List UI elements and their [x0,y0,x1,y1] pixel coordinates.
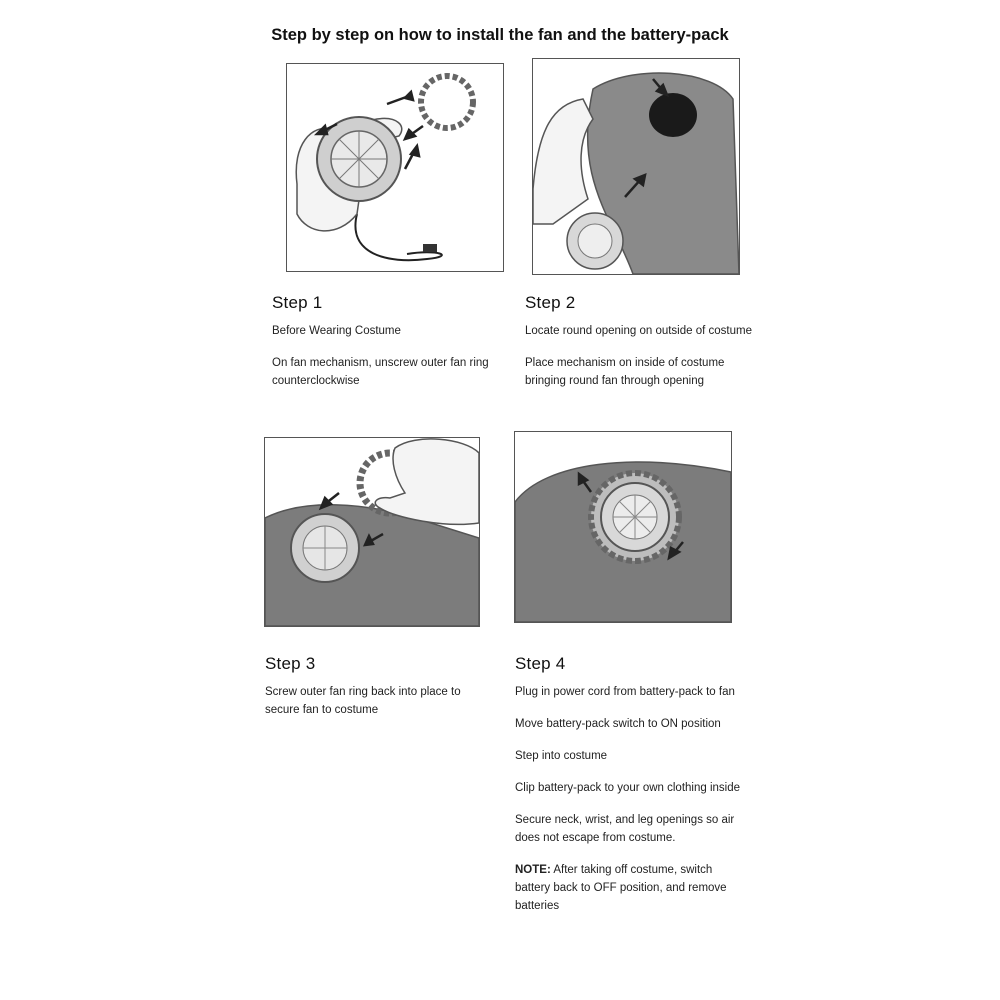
step-2-heading: Step 2 [525,293,576,312]
step-4-line: Step into costume [515,750,608,762]
ring-screw-drawing [265,438,479,626]
fan-installed-drawing [515,432,731,622]
fan-grill [578,224,612,258]
step-4-illustration [514,431,732,623]
step-3-text [265,655,495,733]
fan-unscrew-drawing [287,64,503,271]
step-4-line: Secure neck, wrist, and leg openings so air does not escape from costume. [515,814,735,844]
hand-icon [533,99,593,224]
step-4-line: Move battery-pack switch to ON position [515,718,721,730]
step-3-line: Screw outer fan ring back into place to secure fan to costume [265,686,461,716]
step-4-text [515,655,745,929]
step-1-text [272,294,502,404]
step-3-heading: Step 3 [265,654,316,673]
step-1-line: On fan mechanism, unscrew outer fan ring counterclockwise [272,357,489,387]
step-2-line: Place mechanism on inside of costume bringing round fan through opening [525,357,725,387]
step-1-heading: Step 1 [272,293,323,312]
step-1-illustration [286,63,504,272]
step-2-line: Locate round opening on outside of costume [525,325,752,337]
note-label: NOTE: [515,864,551,876]
step-2-illustration [532,58,740,275]
step-3-illustration [264,437,480,627]
step-1-line: Before Wearing Costume [272,325,401,337]
power-cord [355,214,441,260]
cord-plug [423,244,437,252]
step-2-text [525,294,755,404]
costume-opening-drawing [533,59,739,274]
step-4-heading: Step 4 [515,654,566,673]
step-4-line: Clip battery-pack to your own clothing inside [515,782,741,794]
note-text: After taking off costume, switch battery back to OFF position, and remove batteries [515,864,727,912]
hand-icon [375,439,479,524]
outer-fan-ring [421,76,473,128]
step-4-line: Plug in power cord from battery-pack to fan [515,686,735,698]
round-opening [649,93,697,137]
page-title: Step by step on how to install the fan and the battery-pack [271,26,729,44]
step-4-note [515,861,745,915]
